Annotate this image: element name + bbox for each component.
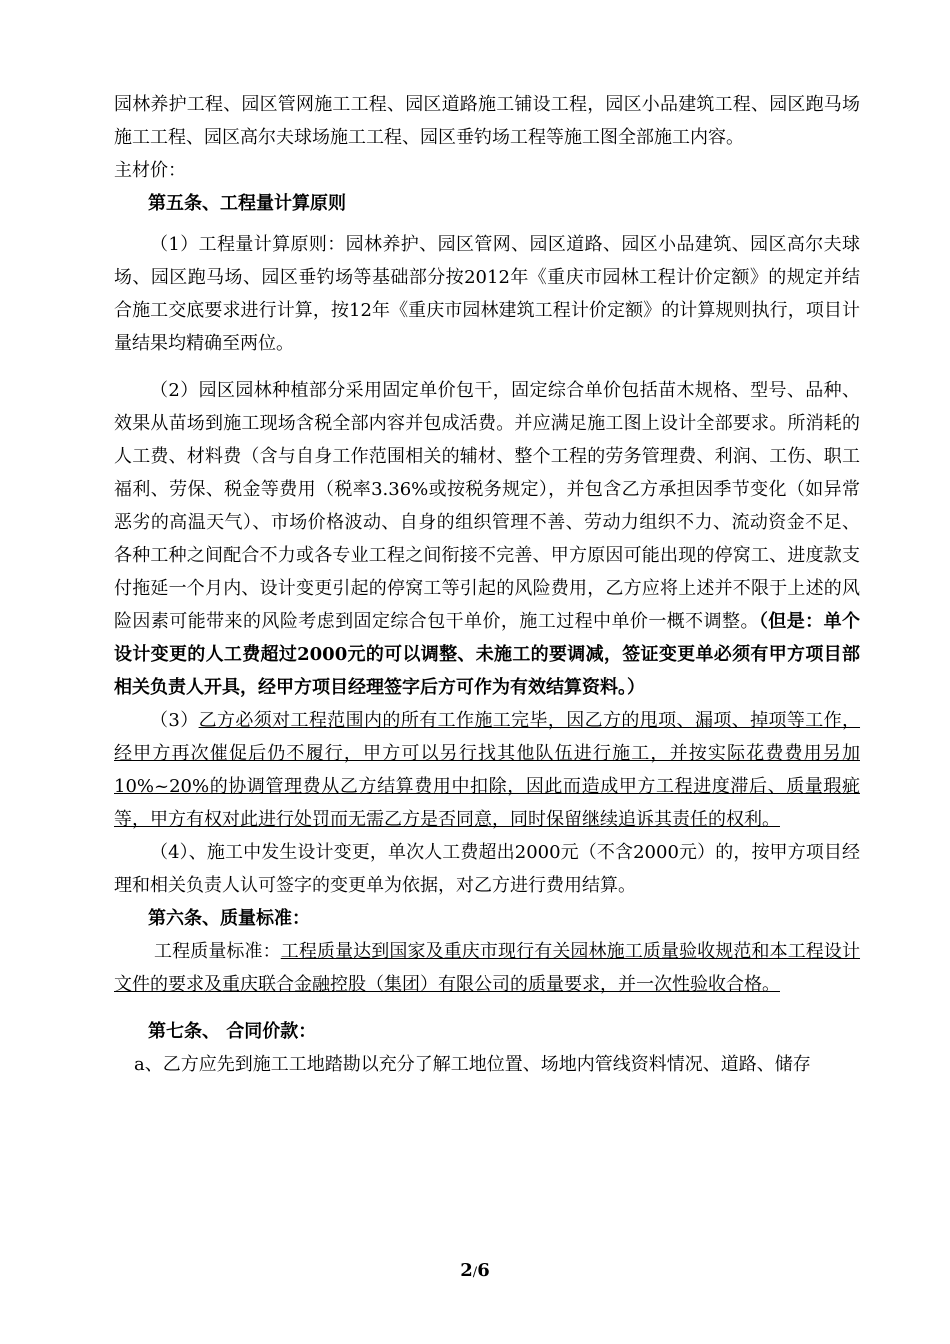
article7-heading: 第七条、 合同价款： [148, 1021, 317, 1042]
article5-heading: 第五条、工程量计算原则 [148, 193, 346, 214]
article5-paragraph-3-underlined: 乙方必须对工程范围内的所有工作施工完毕，因乙方的甩项、漏项、掉项等工作，经甲方再次催促后仍不履行，甲方可以另行找其他队伍进行施工，并按实际花费费用另加10%~20%的协调管理费从乙方结算费用中扣除，因此而造成甲方工程进度滞后、质量瑕疵等，甲方有权对此进行处罚而无需乙方是否同意，同时保留继续追诉其责任的权利。 [114, 710, 861, 830]
main-material-label: 主材价： [114, 160, 186, 181]
page-number [0, 1260, 950, 1281]
article5-paragraph-1: （1）工程量计算原则：园林养护、园区管网、园区道路、园区小品建筑、园区高尔夫球场、园区跑马场、园区垂钓场等基础部分按2012年《重庆市园林工程计价定额》的规定并结合施工交底要求进行计算，按12年《重庆市园林建筑工程计价定额》的计算规则执行，项目计量结果均精确至两位。 [114, 234, 860, 354]
article5-paragraph-3 [114, 704, 860, 836]
total-pages: 6 [477, 1260, 490, 1281]
current-page: 2 [460, 1260, 473, 1281]
quality-standard-underlined: 工程质量达到国家及重庆市现行有关园林施工质量验收规范和本工程设计文件的要求及重庆联合金融控股（集团）有限公司的质量要求，并一次性验收合格。 [114, 941, 861, 995]
article5-paragraph-2 [114, 374, 860, 704]
article5-paragraph-2-text: （2）园区园林种植部分采用固定单价包干，固定综合单价包括苗木规格、型号、品种、效果从苗场到施工现场含税全部内容并包成活费。并应满足施工图上设计全部要求。所消耗的人工费、材料费（含与自身工作范围相关的辅材、整个工程的劳务管理费、利润、工伤、职工福利、劳保、税金等费用（税率3.36%或按税务规定），并包含乙方承担因季节变化（如异常恶劣的高温天气）、市场价格波动、自身的组织管理不善、劳动力组织不力、流动资金不足、各种工种之间配合不力或各专业工程之间衔接不完善、甲方原因可能出现的停窝工、进度款支付拖延一个月内、设计变更引起的停窝工等引起的风险费用，乙方应将上述并不限于上述的风险因素可能带来的风险考虑到固定综合包干单价，施工过程中单价一概不调整。 [114, 380, 860, 632]
intro-continuation: 园林养护工程、园区管网施工工程、园区道路施工铺设工程，园区小品建筑工程、园区跑马场施工工程、园区高尔夫球场施工工程、园区垂钓场工程等施工图全部施工内容。 [114, 94, 860, 148]
article7-item-a: a、乙方应先到施工工地踏勘以充分了解工地位置、场地内管线资料情况、道路、储存 [134, 1054, 811, 1075]
article6-heading: 第六条、质量标准： [148, 908, 310, 929]
article5-paragraph-2-bold-note: （但是：单个设计变更的人工费超过2000元的可以调整、未施工的要调减，签证变更单必须有甲方项目部相关负责人开具，经甲方项目经理签字后方可作为有效结算资料。） [114, 611, 860, 698]
article6-paragraph [114, 935, 860, 1001]
article5-paragraph-3-prefix: （3） [150, 710, 199, 731]
document-body [114, 88, 860, 1081]
page-separator: / [472, 1265, 478, 1280]
quality-standard-label: 工程质量标准： [154, 941, 281, 962]
article5-paragraph-4: （4）、施工中发生设计变更，单次人工费超出2000元（不含2000元）的，按甲方项目经理和相关负责人认可签字的变更单为依据，对乙方进行费用结算。 [114, 842, 860, 896]
